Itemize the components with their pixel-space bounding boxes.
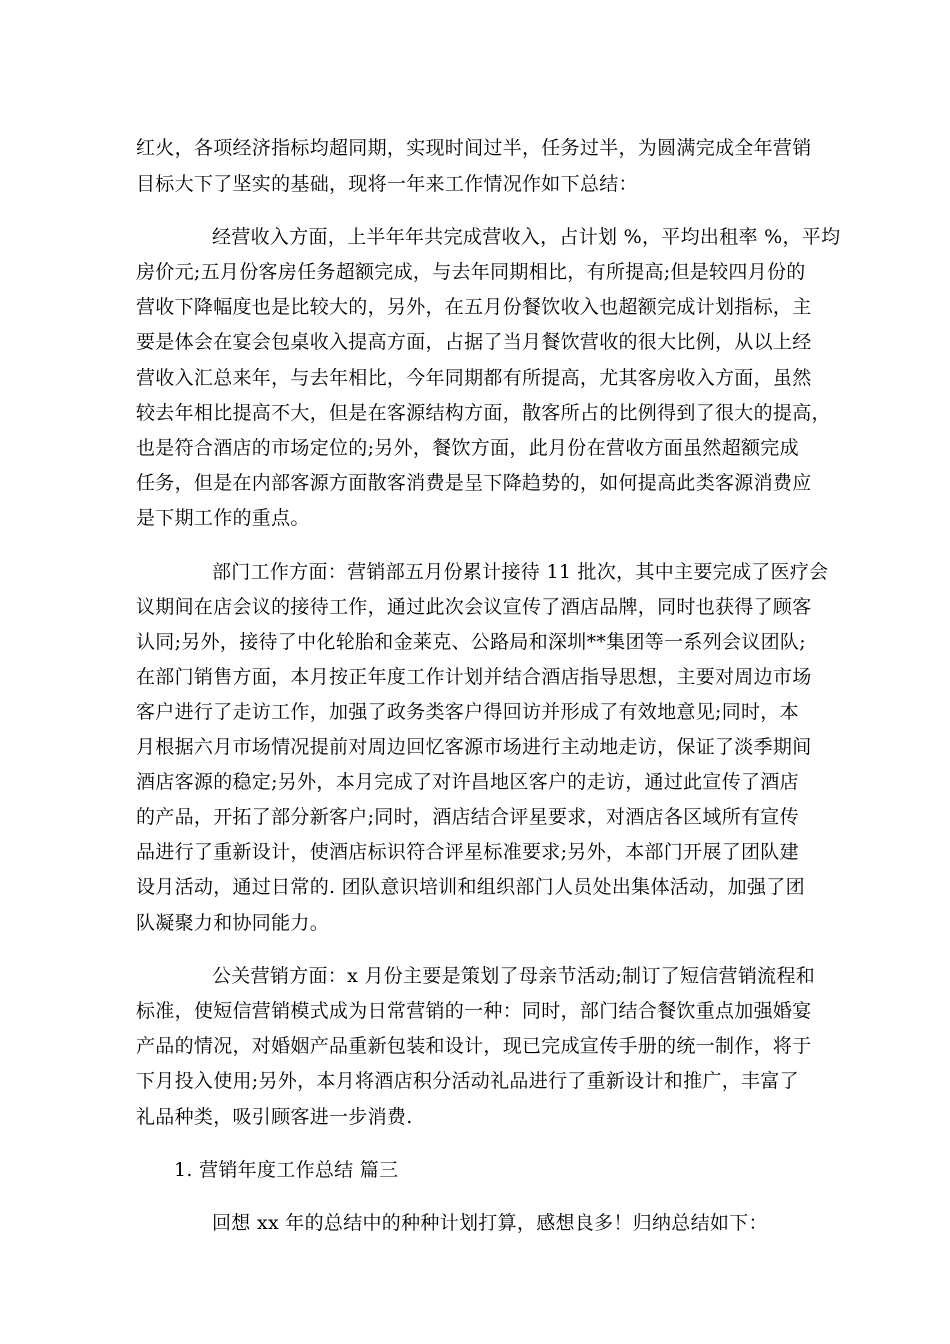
section-heading: 1. 营销年度工作总结 篇三 <box>174 1159 399 1181</box>
department-paragraph-line: 设月活动，通过日常的. 团队意识培训和组织部门人员处出集体活动，加强了团 <box>136 876 805 898</box>
pr-paragraph-line: 公关营销方面：x 月份主要是策划了母亲节活动;制订了短信营销流程和 <box>212 965 816 987</box>
revenue-paragraph-line: 营收下降幅度也是比较大的，另外，在五月份餐饮收入也超额完成计划指标，主 <box>136 296 812 318</box>
revenue-paragraph-line: 要是体会在宴会包桌收入提高方面，占据了当月餐饮营收的很大比例，从以上经 <box>136 331 812 353</box>
pr-paragraph-line: 产品的情况，对婚姻产品重新包装和设计，现已完成宣传手册的统一制作，将于 <box>136 1035 812 1057</box>
pr-paragraph-line: 标准，使短信营销模式成为日常营销的一种：同时，部门结合餐饮重点加强婚宴 <box>136 1000 812 1022</box>
pr-paragraph-line: 下月投入使用;另外，本月将酒店积分活动礼品进行了重新设计和推广，丰富了 <box>136 1070 799 1092</box>
department-paragraph-line: 酒店客源的稳定;另外，本月完成了对许昌地区客户的走访，通过此宣传了酒店 <box>136 771 799 793</box>
department-paragraph-line: 部门工作方面：营销部五月份累计接待 11 批次，其中主要完成了医疗会 <box>212 561 829 583</box>
pr-paragraph-line: 礼品种类，吸引顾客进一步消费. <box>136 1106 413 1128</box>
revenue-paragraph-line: 任务，但是在内部客源方面散客消费是呈下降趋势的，如何提高此类客源消费应 <box>136 472 812 494</box>
revenue-paragraph-line: 是下期工作的重点。 <box>136 507 310 529</box>
revenue-paragraph-line: 较去年相比提高不大，但是在客源结构方面，散客所占的比例得到了很大的提高， <box>136 402 831 424</box>
closing-line: 回想 xx 年的总结中的种种计划打算，感想良多！归纳总结如下： <box>212 1212 768 1234</box>
department-paragraph-line: 队凝聚力和协同能力。 <box>136 912 330 934</box>
department-paragraph-line: 议期间在店会议的接待工作，通过此次会议宣传了酒店品牌，同时也获得了顾客 <box>136 596 812 618</box>
department-paragraph-line: 在部门销售方面，本月按正年度工作计划并结合酒店指导思想，主要对周边市场 <box>136 666 812 688</box>
revenue-paragraph-line: 经营收入方面，上半年年共完成营收入，占计划 %，平均出租率 %，平均 <box>212 226 841 248</box>
department-paragraph-line: 品进行了重新设计，使酒店标识符合评星标准要求;另外，本部门开展了团队建 <box>136 841 799 863</box>
department-paragraph-line: 认同;另外，接待了中化轮胎和金莱克、公路局和深圳**集团等一系列会议团队; <box>136 631 806 653</box>
intro-line: 目标大下了坚实的基础，现将一年来工作情况作如下总结： <box>136 173 638 195</box>
department-paragraph-line: 月根据六月市场情况提前对周边回忆客源市场进行主动地走访，保证了淡季期间 <box>136 736 812 758</box>
intro-line: 红火，各项经济指标均超同期，实现时间过半，任务过半，为圆满完成全年营销 <box>136 137 812 159</box>
revenue-paragraph-line: 营收入汇总来年，与去年相比，今年同期都有所提高，尤其客房收入方面，虽然 <box>136 367 812 389</box>
revenue-paragraph-line: 也是符合酒店的市场定位的;另外，餐饮方面，此月份在营收方面虽然超额完成 <box>136 437 799 459</box>
department-paragraph-line: 客户进行了走访工作，加强了政务类客户得回访并形成了有效地意见;同时，本 <box>136 701 799 723</box>
revenue-paragraph-line: 房价元;五月份客房任务超额完成，与去年同期相比，有所提高;但是较四月份的 <box>136 261 806 283</box>
department-paragraph-line: 的产品，开拓了部分新客户;同时，酒店结合评星要求，对酒店各区域所有宣传 <box>136 806 799 828</box>
